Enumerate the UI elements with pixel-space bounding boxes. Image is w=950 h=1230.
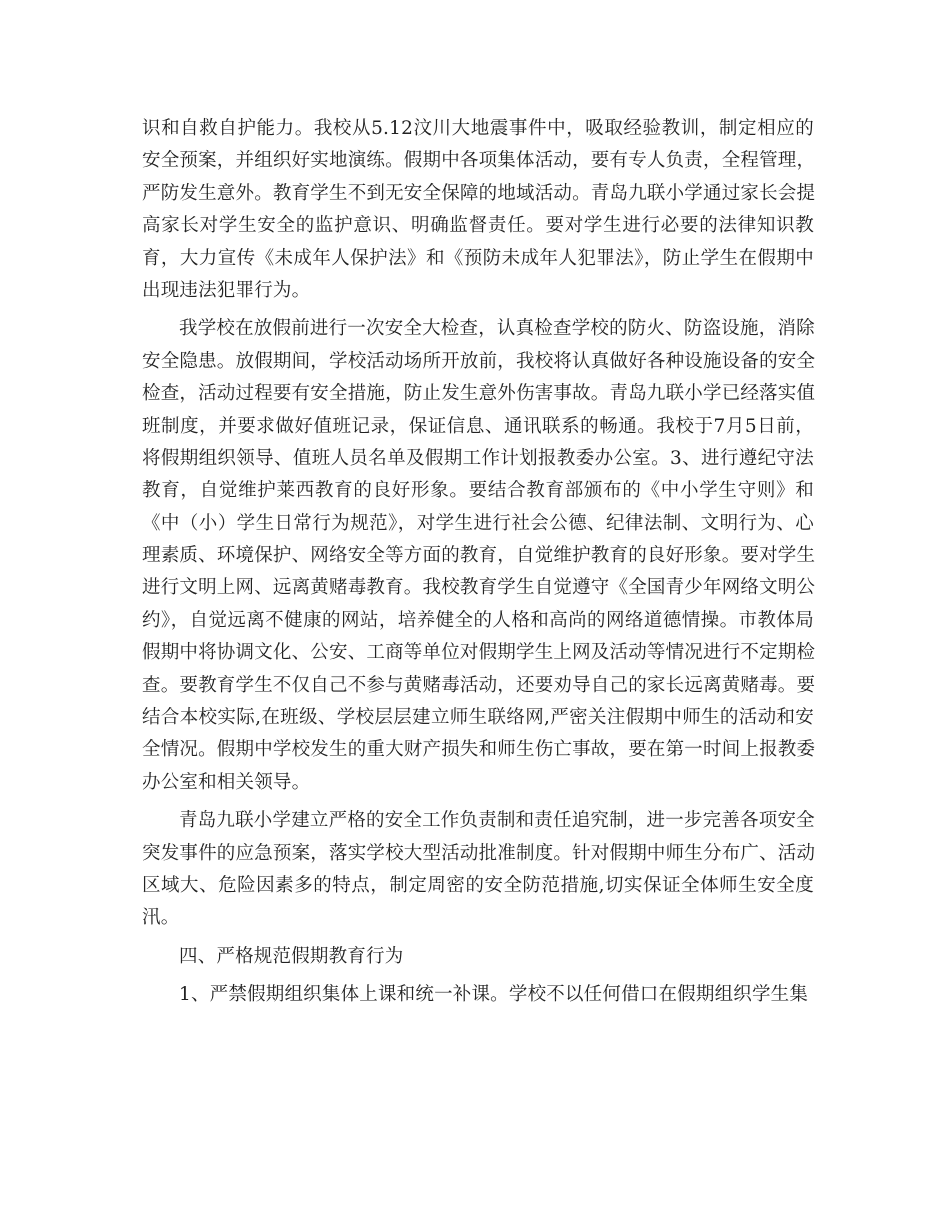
text-line: 进行文明上网、远离黄赌毒教育。我校教育学生自觉遵守《全国青少年网络文明公 [142, 577, 816, 599]
text-line: 安全隐患。放假期间，学校活动场所开放前，我校将认真做好各种设施设备的安全 [142, 350, 816, 372]
text-line: 出现违法犯罪行为。 [142, 279, 311, 301]
text-line: 青岛九联小学建立严格的安全工作负责制和责任追究制，进一步完善各项安全 [179, 810, 815, 832]
text-line: 识和自救自护能力。我校从5.12汶川大地震事件中，吸取经验教训，制定相应的 [142, 118, 814, 139]
text-line: 高家长对学生安全的监护意识、明确监督责任。要对学生进行必要的法律知识教 [142, 215, 814, 237]
text-line: 1、严禁假期组织集体上课和统一补课。学校不以任何借口在假期组织学生集 [179, 984, 809, 1006]
text-line: 结合本校实际,在班级、学校层层建立师生联络网,严密关注假期中师生的活动和安 [142, 707, 814, 729]
text-line: 汛。 [142, 907, 180, 929]
text-line: 四、严格规范假期教育行为 [179, 945, 404, 967]
text-line: 办公室和相关领导。 [142, 771, 311, 793]
text-line: 班制度，并要求做好值班记录，保证信息、通讯联系的畅通。我校于7月5日前， [142, 415, 814, 437]
paragraph [142, 313, 814, 799]
document-body [142, 113, 814, 1012]
paragraph [142, 113, 814, 307]
text-line: 查。要教育学生不仅自己不参与黄赌毒活动，还要劝导自己的家长远离黄赌毒。要 [142, 674, 816, 696]
text-line: 将假期组织领导、值班人员名单及假期工作计划报教委办公室。3、进行遵纪守法 [142, 447, 814, 469]
text-line: 育，大力宣传《未成年人保护法》和《预防未成年人犯罪法》，防止学生在假期中 [142, 247, 814, 269]
text-line: 我学校在放假前进行一次安全大检查，认真检查学校的防火、防盗设施，消除 [179, 318, 815, 340]
text-line: 约》，自觉远离不健康的网站，培养健全的人格和高尚的网络道德情操。市教体局 [142, 609, 814, 631]
text-line: 教育，自觉维护莱西教育的良好形象。要结合教育部颁布的《中小学生守则》和 [142, 480, 814, 502]
text-line: 全情况。假期中学校发生的重大财产损失和师生伤亡事故，要在第一时间上报教委 [142, 739, 816, 761]
text-line: 《中（小）学生日常行为规范》，对学生进行社会公德、纪律法制、文明行为、心 [142, 512, 814, 534]
text-line: 严防发生意外。教育学生不到无安全保障的地域活动。青岛九联小学通过家长会提 [142, 182, 816, 204]
text-line: 假期中将协调文化、公安、工商等单位对假期学生上网及活动等情况进行不定期检 [142, 642, 816, 664]
text-line: 安全预案，并组织好实地演练。假期中各项集体活动，要有专人负责，全程管理， [142, 150, 816, 172]
text-line: 理素质、环境保护、网络安全等方面的教育，自觉维护教育的良好形象。要对学生 [142, 545, 816, 567]
text-line: 区域大、危险因素多的特点，制定周密的安全防范措施,切实保证全体师生安全度 [142, 874, 814, 896]
paragraph [142, 979, 814, 1011]
text-line: 检查，活动过程要有安全措施，防止发生意外伤害事故。青岛九联小学已经落实值 [142, 383, 816, 405]
paragraph [142, 941, 814, 973]
text-line: 突发事件的应急预案，落实学校大型活动批准制度。针对假期中师生分布广、活动 [142, 842, 816, 864]
paragraph [142, 805, 814, 935]
